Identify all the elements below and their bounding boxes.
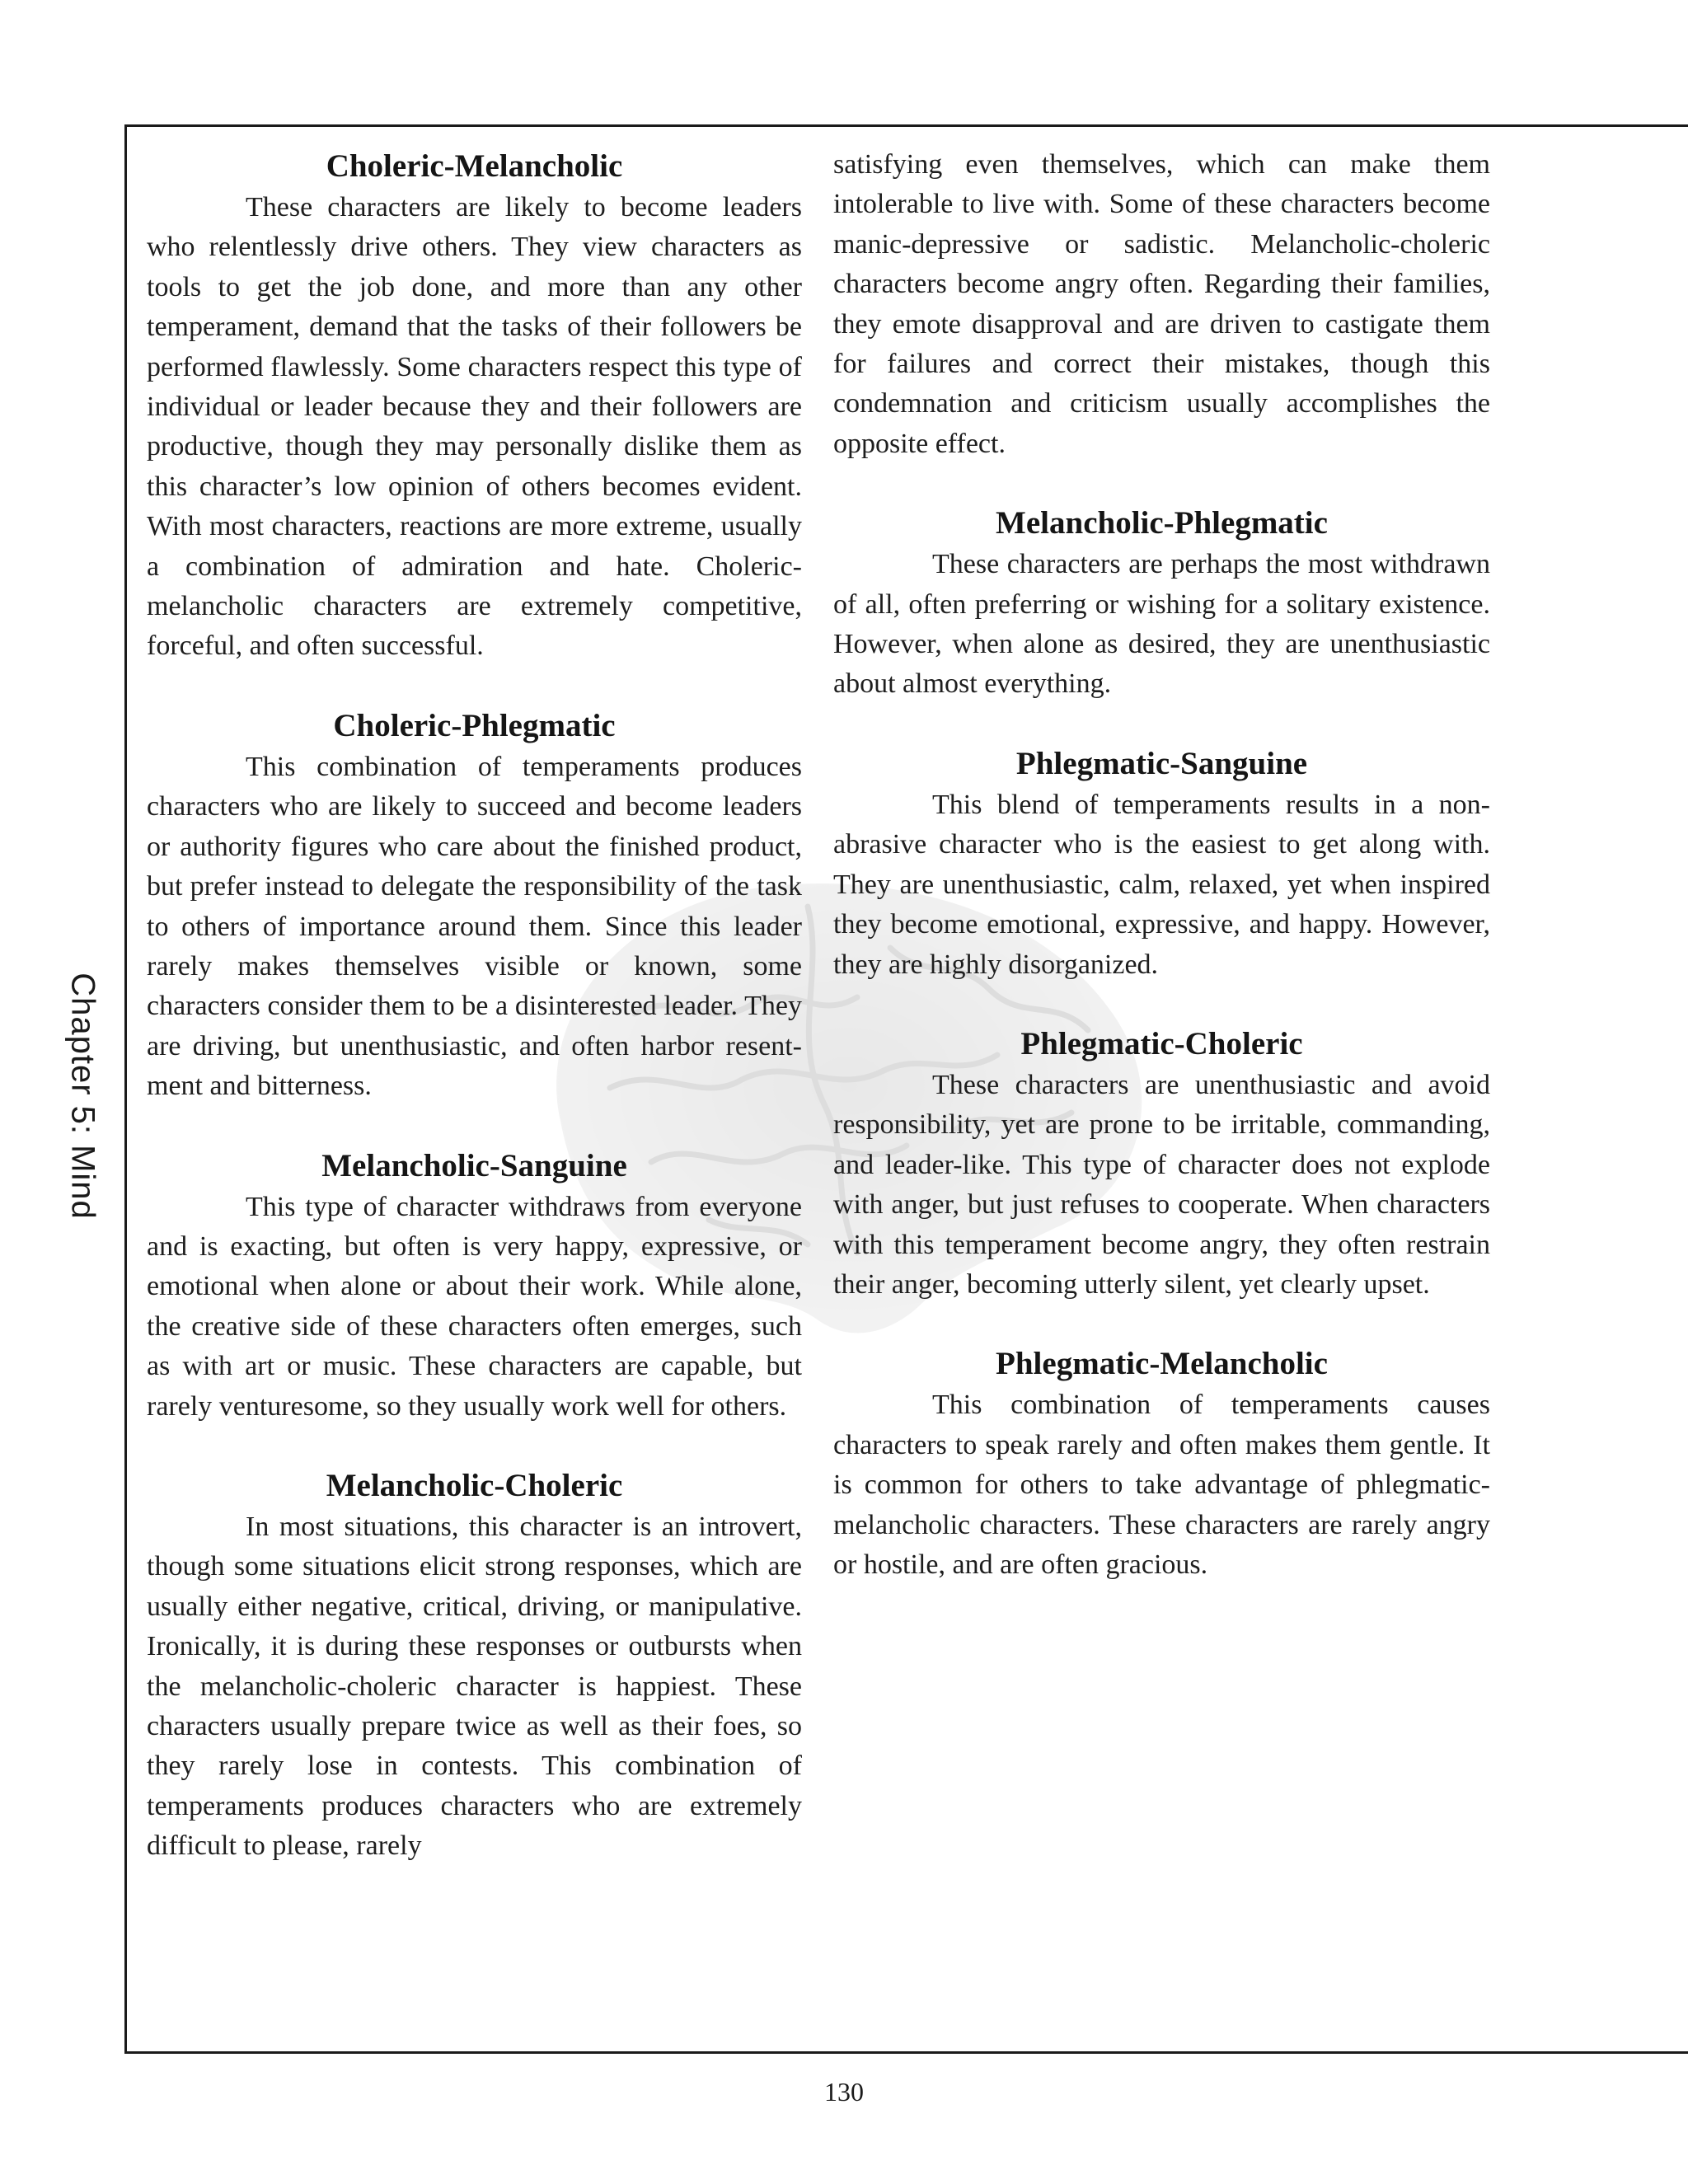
chapter-label-text: Chapter 5: Mind: [64, 972, 101, 1220]
section-paragraph: These characters are perhaps the most withdrawn of all, often preferring or wishing for a solitary existence. However, when alone as desired, they are unenthusiastic about almost everything.: [833, 549, 1490, 700]
section-heading: Melancholic-Choleric: [326, 1467, 623, 1503]
section-paragraph: In most situations, this character is an introvert, though some situations elicit strong responses, which are usually either negative, critical, driving, or manipulative. Ironically, it is during these responses or outbursts when the melancholic-choleric character is happiest. These characters usually prepare twice as well as their foes, so they rarely lose in contests. This combination of temperaments produces characters who are extremely difficult to please, rarely: [147, 1511, 802, 1862]
section-paragraph-continued: satisfying even themselves, which can make them intolerable to live with. Some of these characters become manic-depressive or sadistic. Melancholic-choleric characters become angry often. Regarding their families, they emote disapproval and are driven to castigate them for failures and correct their mistakes, though this condemnation and criticism usually accomplishes the opposite effect.: [833, 149, 1490, 459]
section-phlegmatic-sanguine: [833, 743, 1490, 985]
section-paragraph: This combination of temperaments causes characters to speak rarely and often makes them gentle. It is common for others to take advantage of phlegmatic-melancholic characters. These characters are rarely angry or hostile, and are often gracious.: [833, 1390, 1490, 1580]
section-heading: Melancholic-Phlegmatic: [996, 505, 1328, 541]
section-heading: Phlegmatic-Melancholic: [996, 1346, 1328, 1382]
section-phlegmatic-choleric: [833, 1023, 1490, 1305]
section-melancholic-choleric: [147, 1465, 802, 1867]
chapter-side-label: [58, 956, 107, 1236]
section-phlegmatic-melancholic: [833, 1343, 1490, 1585]
section-paragraph: This type of character withdraws from everyone and is exacting, but often is very happy, expressive, or emotional when alone or about their work. While alone, the creative side of these characters often emerges, such as with art or music. These characters are capable, but rarely venturesome, so they usually work well for others.: [147, 1191, 802, 1422]
section-heading: Melancholic-Sanguine: [321, 1147, 627, 1183]
section-heading: Choleric-Phlegmatic: [333, 707, 616, 743]
section-choleric-melancholic: [147, 145, 802, 667]
section-heading: Phlegmatic-Choleric: [1020, 1025, 1303, 1062]
section-paragraph: This blend of temperaments results in a non-abrasive character who is the easiest to get along with. They are unenthusiastic, calm, relaxed, yet when inspired they become emotional, expressive, and happy. However, they are highly disorganized.: [833, 789, 1490, 980]
section-melancholic-sanguine: [147, 1145, 802, 1427]
section-paragraph: This combination of temperaments produces characters who are likely to succeed and become leaders or authority figures who care about the finished product, but prefer instead to delegate the responsibility of the task to others of importance around them. Since this leader rarely makes themselves visible or known, some characters consider them to be a disinterested leader. They are driving, but unenthusiastic, and often harbor resentment and bitterness.: [147, 751, 802, 1102]
section-melancholic-phlegmatic: [833, 502, 1490, 705]
right-column: [833, 145, 1490, 1585]
page-number: 130: [824, 2077, 864, 2107]
left-column: [147, 145, 802, 1867]
section-heading: Choleric-Melancholic: [326, 148, 623, 184]
section-heading: Phlegmatic-Sanguine: [1015, 745, 1308, 781]
section-paragraph: These characters are likely to become leaders who relentlessly drive others. They view characters as tools to get the job done, and more than any other temperament, demand that the tasks of their followers be performed flawlessly. Some characters respect this type of individual or leader because they and their followers are productive, though they may personally dislike them as this character’s low opinion of others becomes evident. With most characters, reactions are more extreme, usually a combination of admiration and hate. Choleric-melancholic characters are extremely competitive, forceful, and often successful.: [147, 192, 802, 662]
section-melancholic-choleric-continued: [833, 145, 1490, 464]
section-choleric-phlegmatic: [147, 705, 802, 1107]
section-paragraph: These characters are unenthusiastic and avoid responsibility, yet are prone to be irritable, commanding, and leader-like. This type of character does not explode with anger, but just refuses to cooperate. When characters with this temperament become angry, they often restrain their anger, becoming utterly silent, yet clearly upset.: [833, 1069, 1490, 1300]
